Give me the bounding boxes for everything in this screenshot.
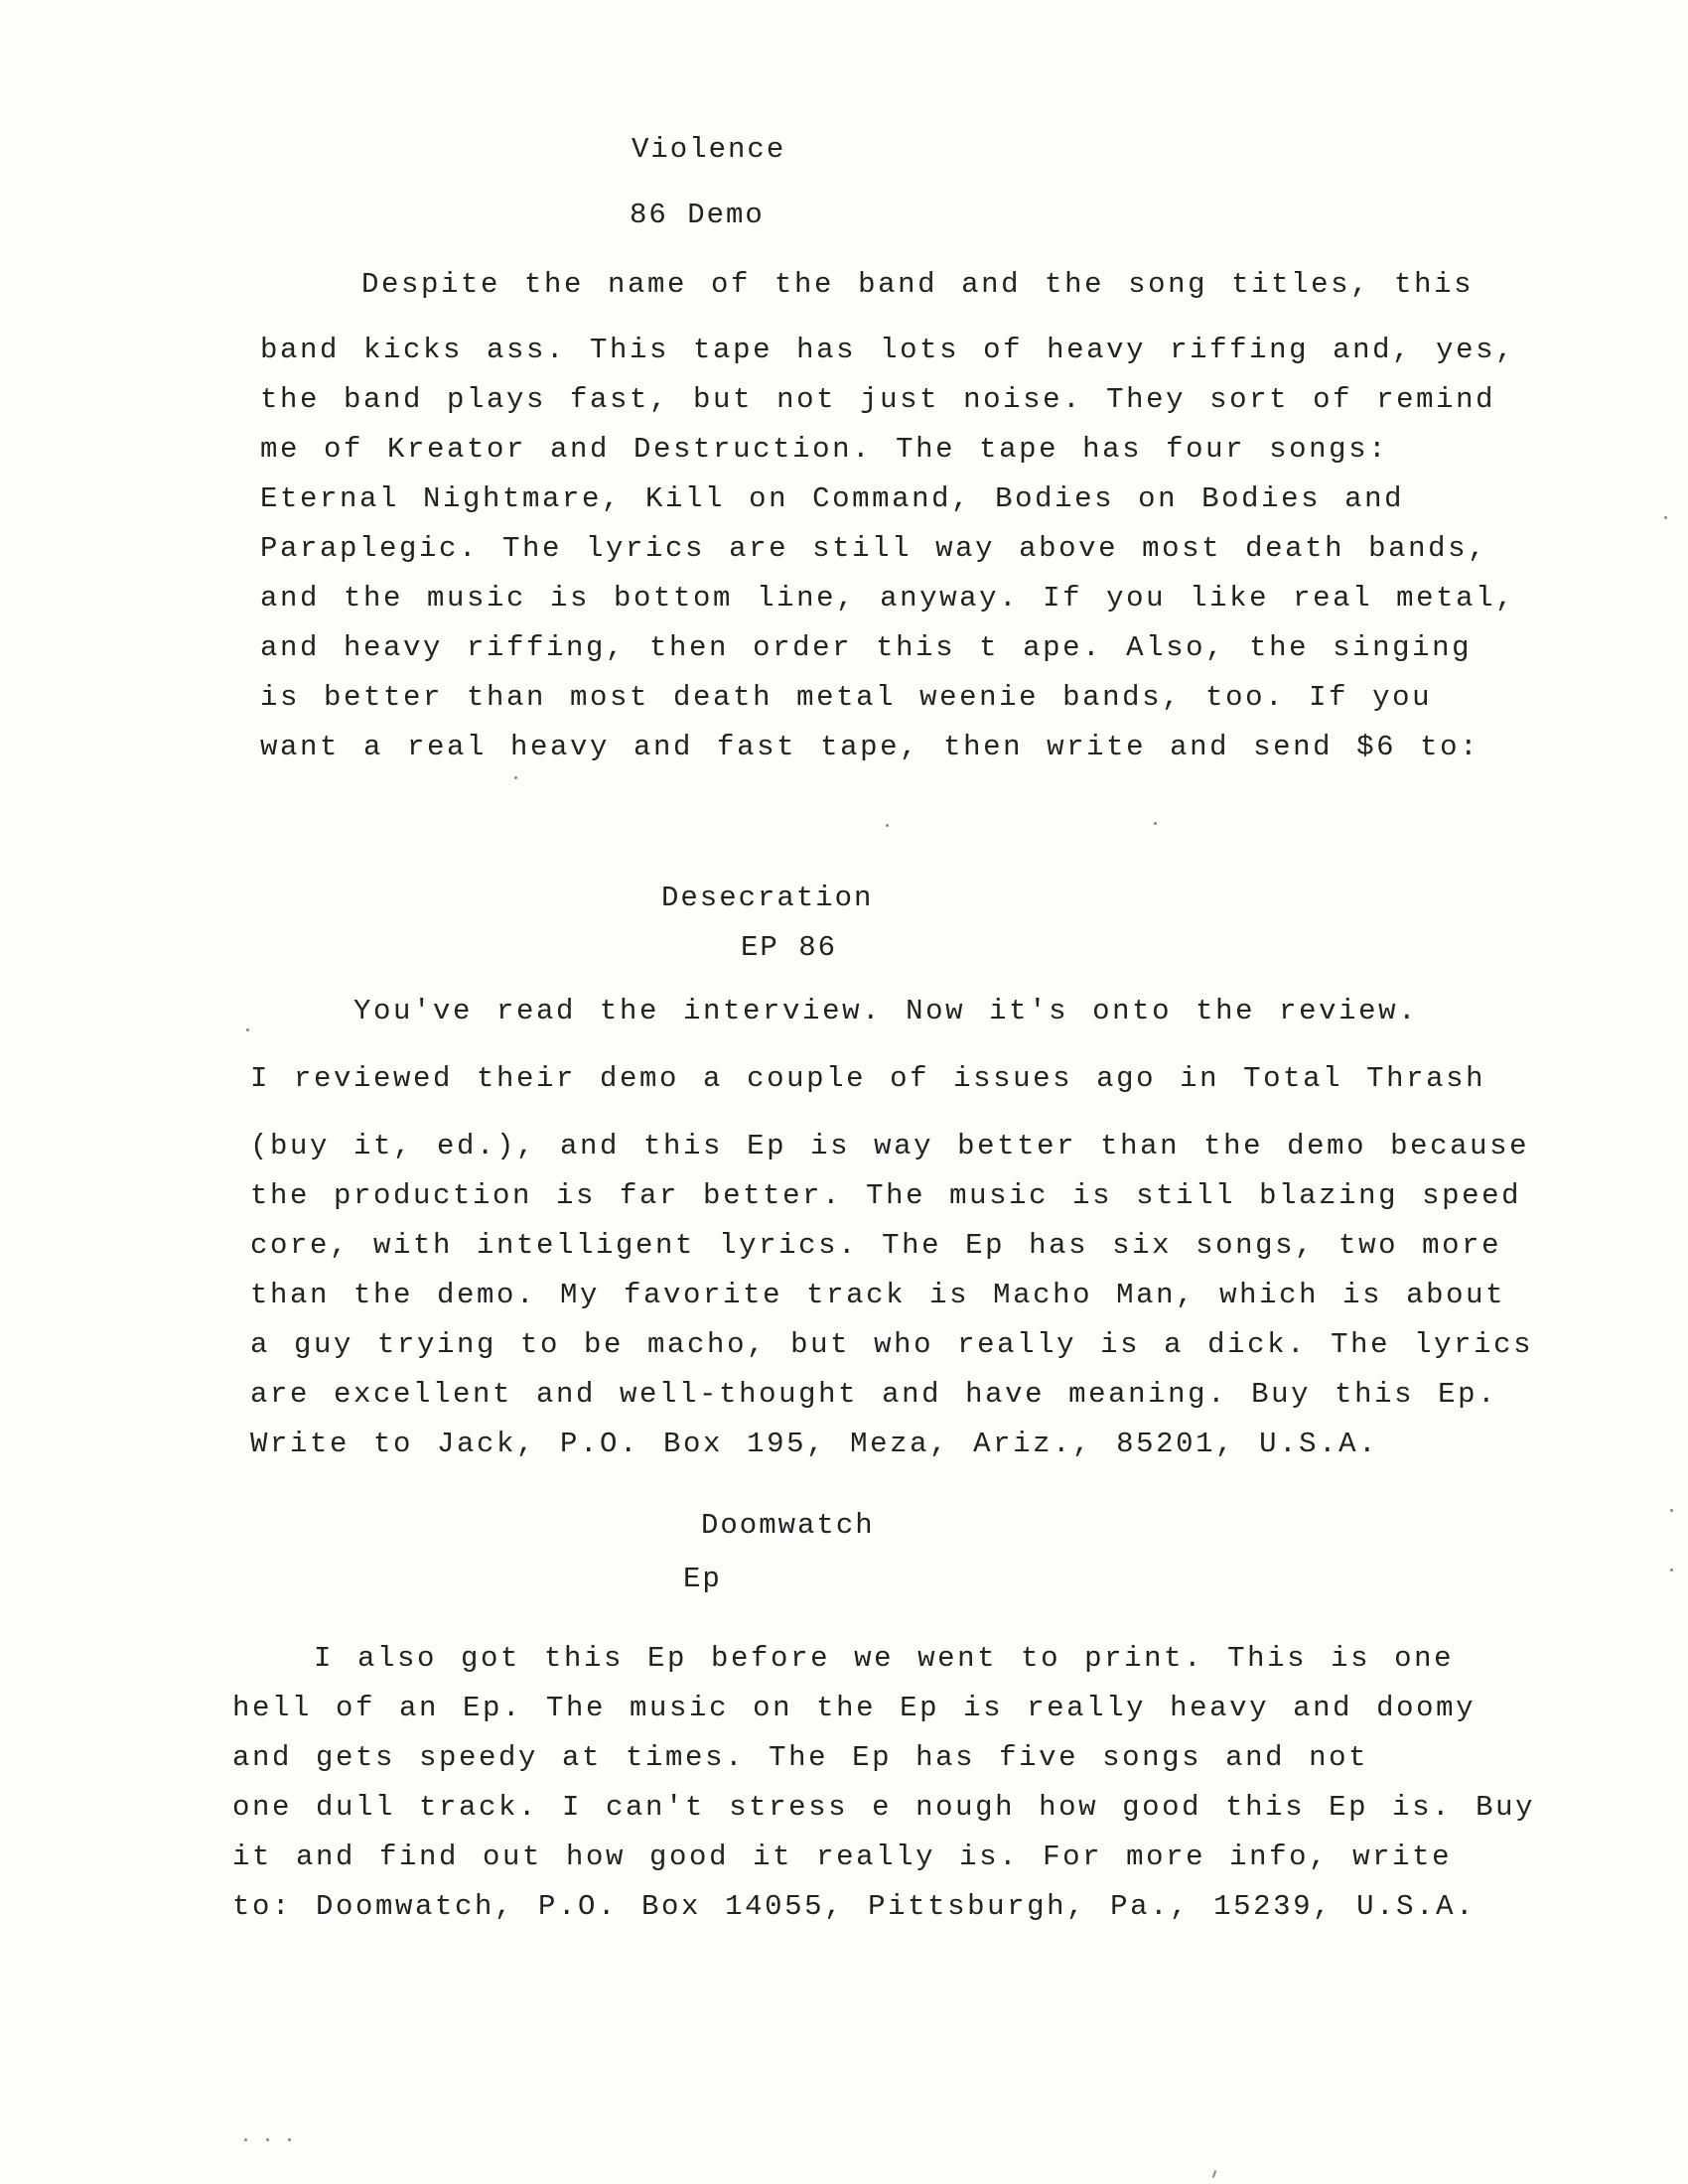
review-2-line-2: I reviewed their demo a couple of issues ago in Total Thrash [250, 1062, 1486, 1095]
review-2-line-5: core, with intelligent lyrics. The Ep has six songs, two more [250, 1229, 1502, 1262]
review-3-line-2: hell of an Ep. The music on the Ep is really heavy and doomy [232, 1692, 1477, 1724]
dust-speck [244, 2138, 247, 2141]
review-1-line-2: band kicks ass. This tape has lots of heavy riffing and, yes, [260, 334, 1516, 366]
review-3-band-title: Doomwatch [701, 1509, 875, 1542]
dust-speck [246, 1028, 249, 1031]
review-1-line-4: me of Kreator and Destruction. The tape has four songs: [260, 433, 1389, 466]
review-1-release: 86 Demo [630, 199, 765, 231]
review-3-line-6: to: Doomwatch, P.O. Box 14055, Pittsburgh, Pa., 15239, U.S.A. [232, 1890, 1477, 1923]
review-2-line-3: (buy it, ed.), and this Ep is way better than the demo because [250, 1130, 1530, 1162]
review-1-line-9: is better than most death metal weenie bands, too. If you [260, 681, 1433, 714]
review-2-release: EP 86 [741, 931, 838, 964]
dust-speck [514, 776, 517, 779]
review-1-line-3: the band plays fast, but not just noise. They sort of remind [260, 383, 1496, 416]
dust-speck [266, 2138, 269, 2141]
pen-mark [1212, 2170, 1217, 2178]
dust-speck [1154, 822, 1157, 825]
review-1-line-8: and heavy riffing, then order this t ape. Also, the singing [260, 631, 1473, 664]
review-1-line-6: Paraplegic. The lyrics are still way above most death bands, [260, 532, 1488, 565]
review-1-line-5: Eternal Nightmare, Kill on Command, Bodies on Bodies and [260, 482, 1405, 515]
review-1-line-7: and the music is bottom line, anyway. If you like real metal, [260, 582, 1516, 614]
review-2-line-7: a guy trying to be macho, but who really is a dick. The lyrics [250, 1328, 1534, 1361]
dust-speck [1670, 1509, 1673, 1512]
review-2-line-4: the production is far better. The music is still blazing speed [250, 1179, 1522, 1212]
review-3-line-5: it and find out how good it really is. For more info, write [232, 1841, 1453, 1873]
review-1-line-10: want a real heavy and fast tape, then write and send $6 to: [260, 731, 1480, 763]
dust-speck [288, 2138, 291, 2141]
review-3-line-3: and gets speedy at times. The Ep has five songs and not [232, 1741, 1369, 1774]
dust-speck [886, 824, 889, 827]
review-3-release: Ep [683, 1563, 722, 1595]
review-3-line-1: I also got this Ep before we went to print. This is one [314, 1642, 1455, 1675]
dust-speck [1670, 1569, 1673, 1571]
review-1-band-title: Violence [632, 133, 786, 166]
review-2-line-1: You've read the interview. Now it's onto the review. [353, 995, 1419, 1027]
review-1-line-1: Despite the name of the band and the song titles, this [361, 268, 1475, 301]
review-2-line-9: Write to Jack, P.O. Box 195, Meza, Ariz., 85201, U.S.A. [250, 1428, 1379, 1460]
review-2-line-8: are excellent and well-thought and have meaning. Buy this Ep. [250, 1378, 1498, 1411]
review-3-line-4: one dull track. I can't stress e nough how good this Ep is. Buy [232, 1791, 1536, 1824]
review-2-line-6: than the demo. My favorite track is Macho Man, which is about [250, 1279, 1506, 1311]
dust-speck [1664, 516, 1667, 519]
review-2-band-title: Desecration [661, 882, 874, 914]
